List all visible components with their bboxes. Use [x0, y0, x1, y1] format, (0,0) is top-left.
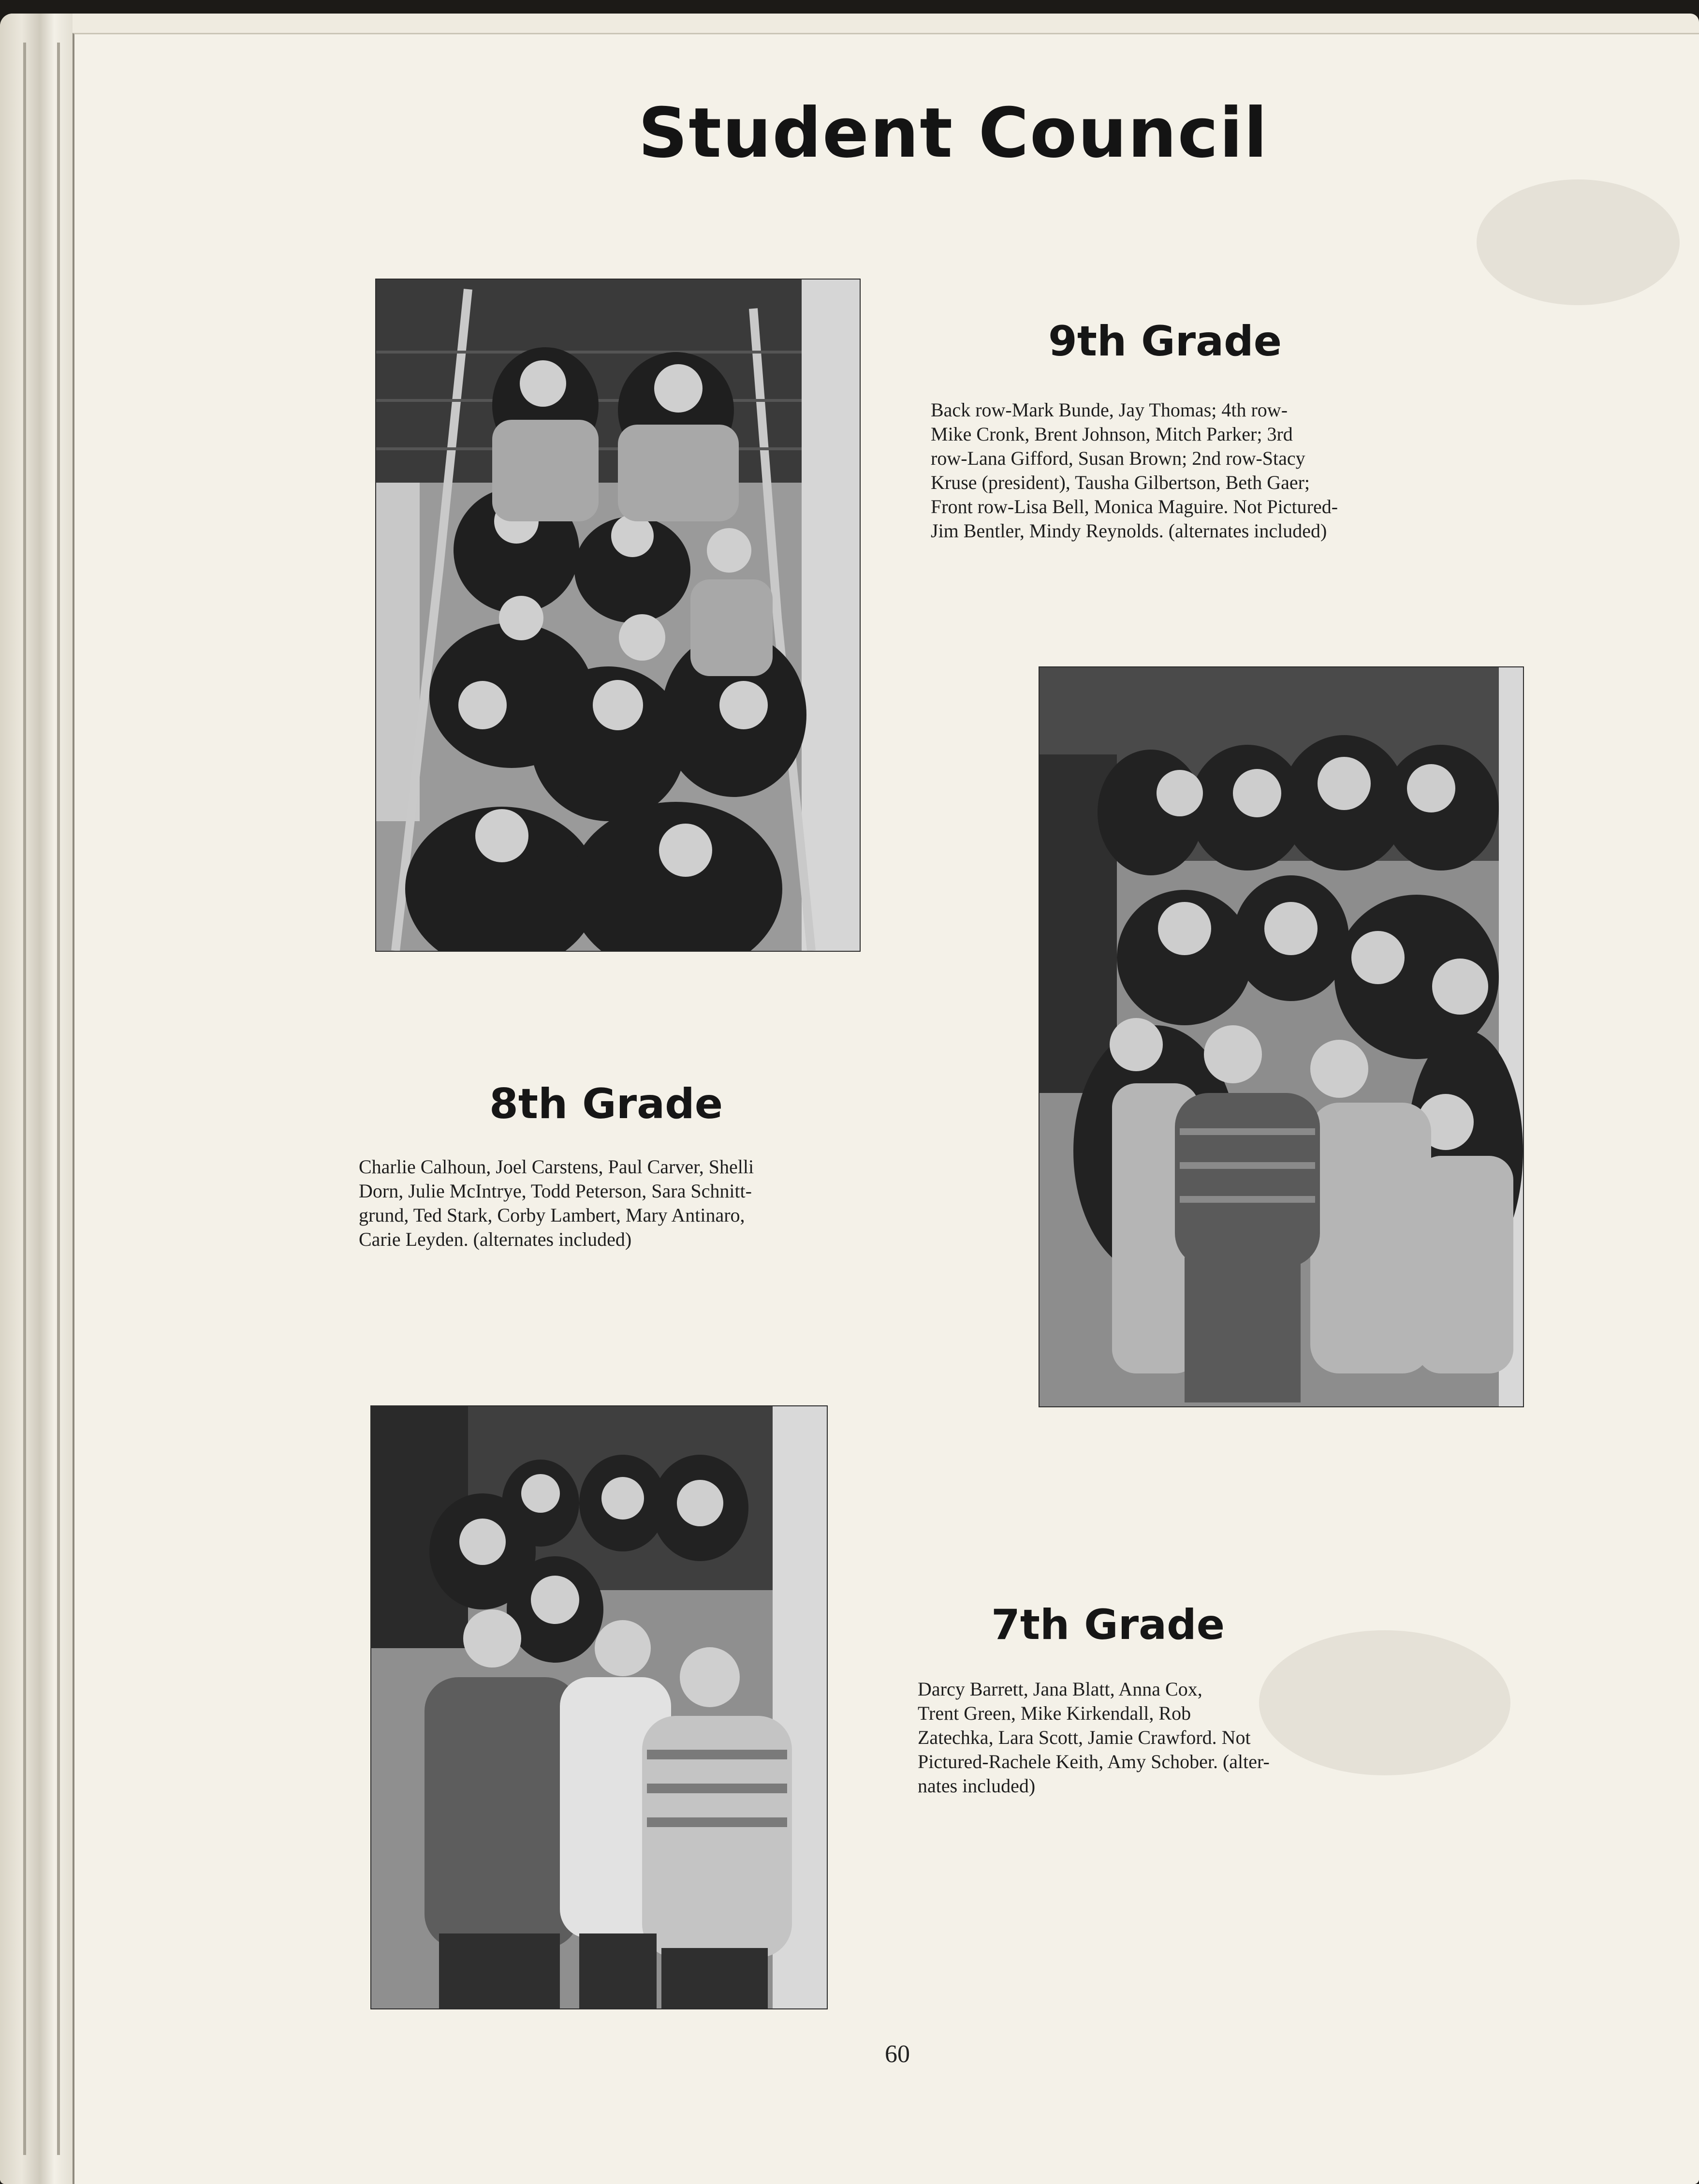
ninth-grade-photo-image [376, 280, 860, 951]
eighth-grade-heading: 8th Grade [489, 1080, 723, 1128]
caption-line: Carie Leyden. (alternates included) [359, 1228, 632, 1250]
spine-crease [23, 43, 26, 2155]
page-number: 60 [885, 2040, 910, 2068]
caption-line: Mike Cronk, Brent Johnson, Mitch Parker; 3rd [931, 423, 1293, 445]
spine-crease [57, 43, 60, 2155]
caption-line: row-Lana Gifford, Susan Brown; 2nd row-Stacy [931, 447, 1305, 469]
caption-line: Jim Bentler, Mindy Reynolds. (alternates included) [931, 520, 1327, 542]
ninth-grade-photo [376, 280, 860, 951]
caption-line: nates included) [918, 1775, 1036, 1797]
seventh-grade-photo [371, 1406, 827, 2008]
caption-line: Trent Green, Mike Kirkendall, Rob [918, 1702, 1191, 1724]
ninth-grade-caption [931, 398, 1407, 543]
paper-stain [1477, 179, 1680, 305]
seventh-grade-heading: 7th Grade [991, 1601, 1225, 1649]
caption-line: Zatechka, Lara Scott, Jamie Crawford. Not [918, 1727, 1251, 1748]
seventh-grade-photo-image [371, 1406, 827, 2008]
caption-line: Darcy Barrett, Jana Blatt, Anna Cox, [918, 1678, 1202, 1700]
caption-line: Kruse (president), Tausha Gilbertson, Beth Gaer; [931, 472, 1310, 493]
caption-line: Pictured-Rachele Keith, Amy Schober. (alter- [918, 1751, 1270, 1772]
caption-line: Dorn, Julie McIntrye, Todd Peterson, Sara Schnitt- [359, 1180, 752, 1202]
eighth-grade-photo-image [1040, 667, 1523, 1406]
yearbook-page [0, 14, 1699, 2184]
binding-spine [0, 14, 73, 2184]
caption-line: Charlie Calhoun, Joel Carstens, Paul Carver, Shelli [359, 1156, 754, 1178]
caption-line: grund, Ted Stark, Corby Lambert, Mary Antinaro, [359, 1204, 745, 1226]
seventh-grade-caption [918, 1677, 1312, 1798]
eighth-grade-photo [1040, 667, 1523, 1406]
caption-line: Back row-Mark Bunde, Jay Thomas; 4th row- [931, 399, 1288, 421]
eighth-grade-caption [359, 1155, 871, 1252]
caption-line: Front row-Lisa Bell, Monica Maguire. Not Pictured- [931, 496, 1338, 517]
page-title: Student Council [638, 93, 1269, 173]
ninth-grade-heading: 9th Grade [1048, 317, 1282, 366]
